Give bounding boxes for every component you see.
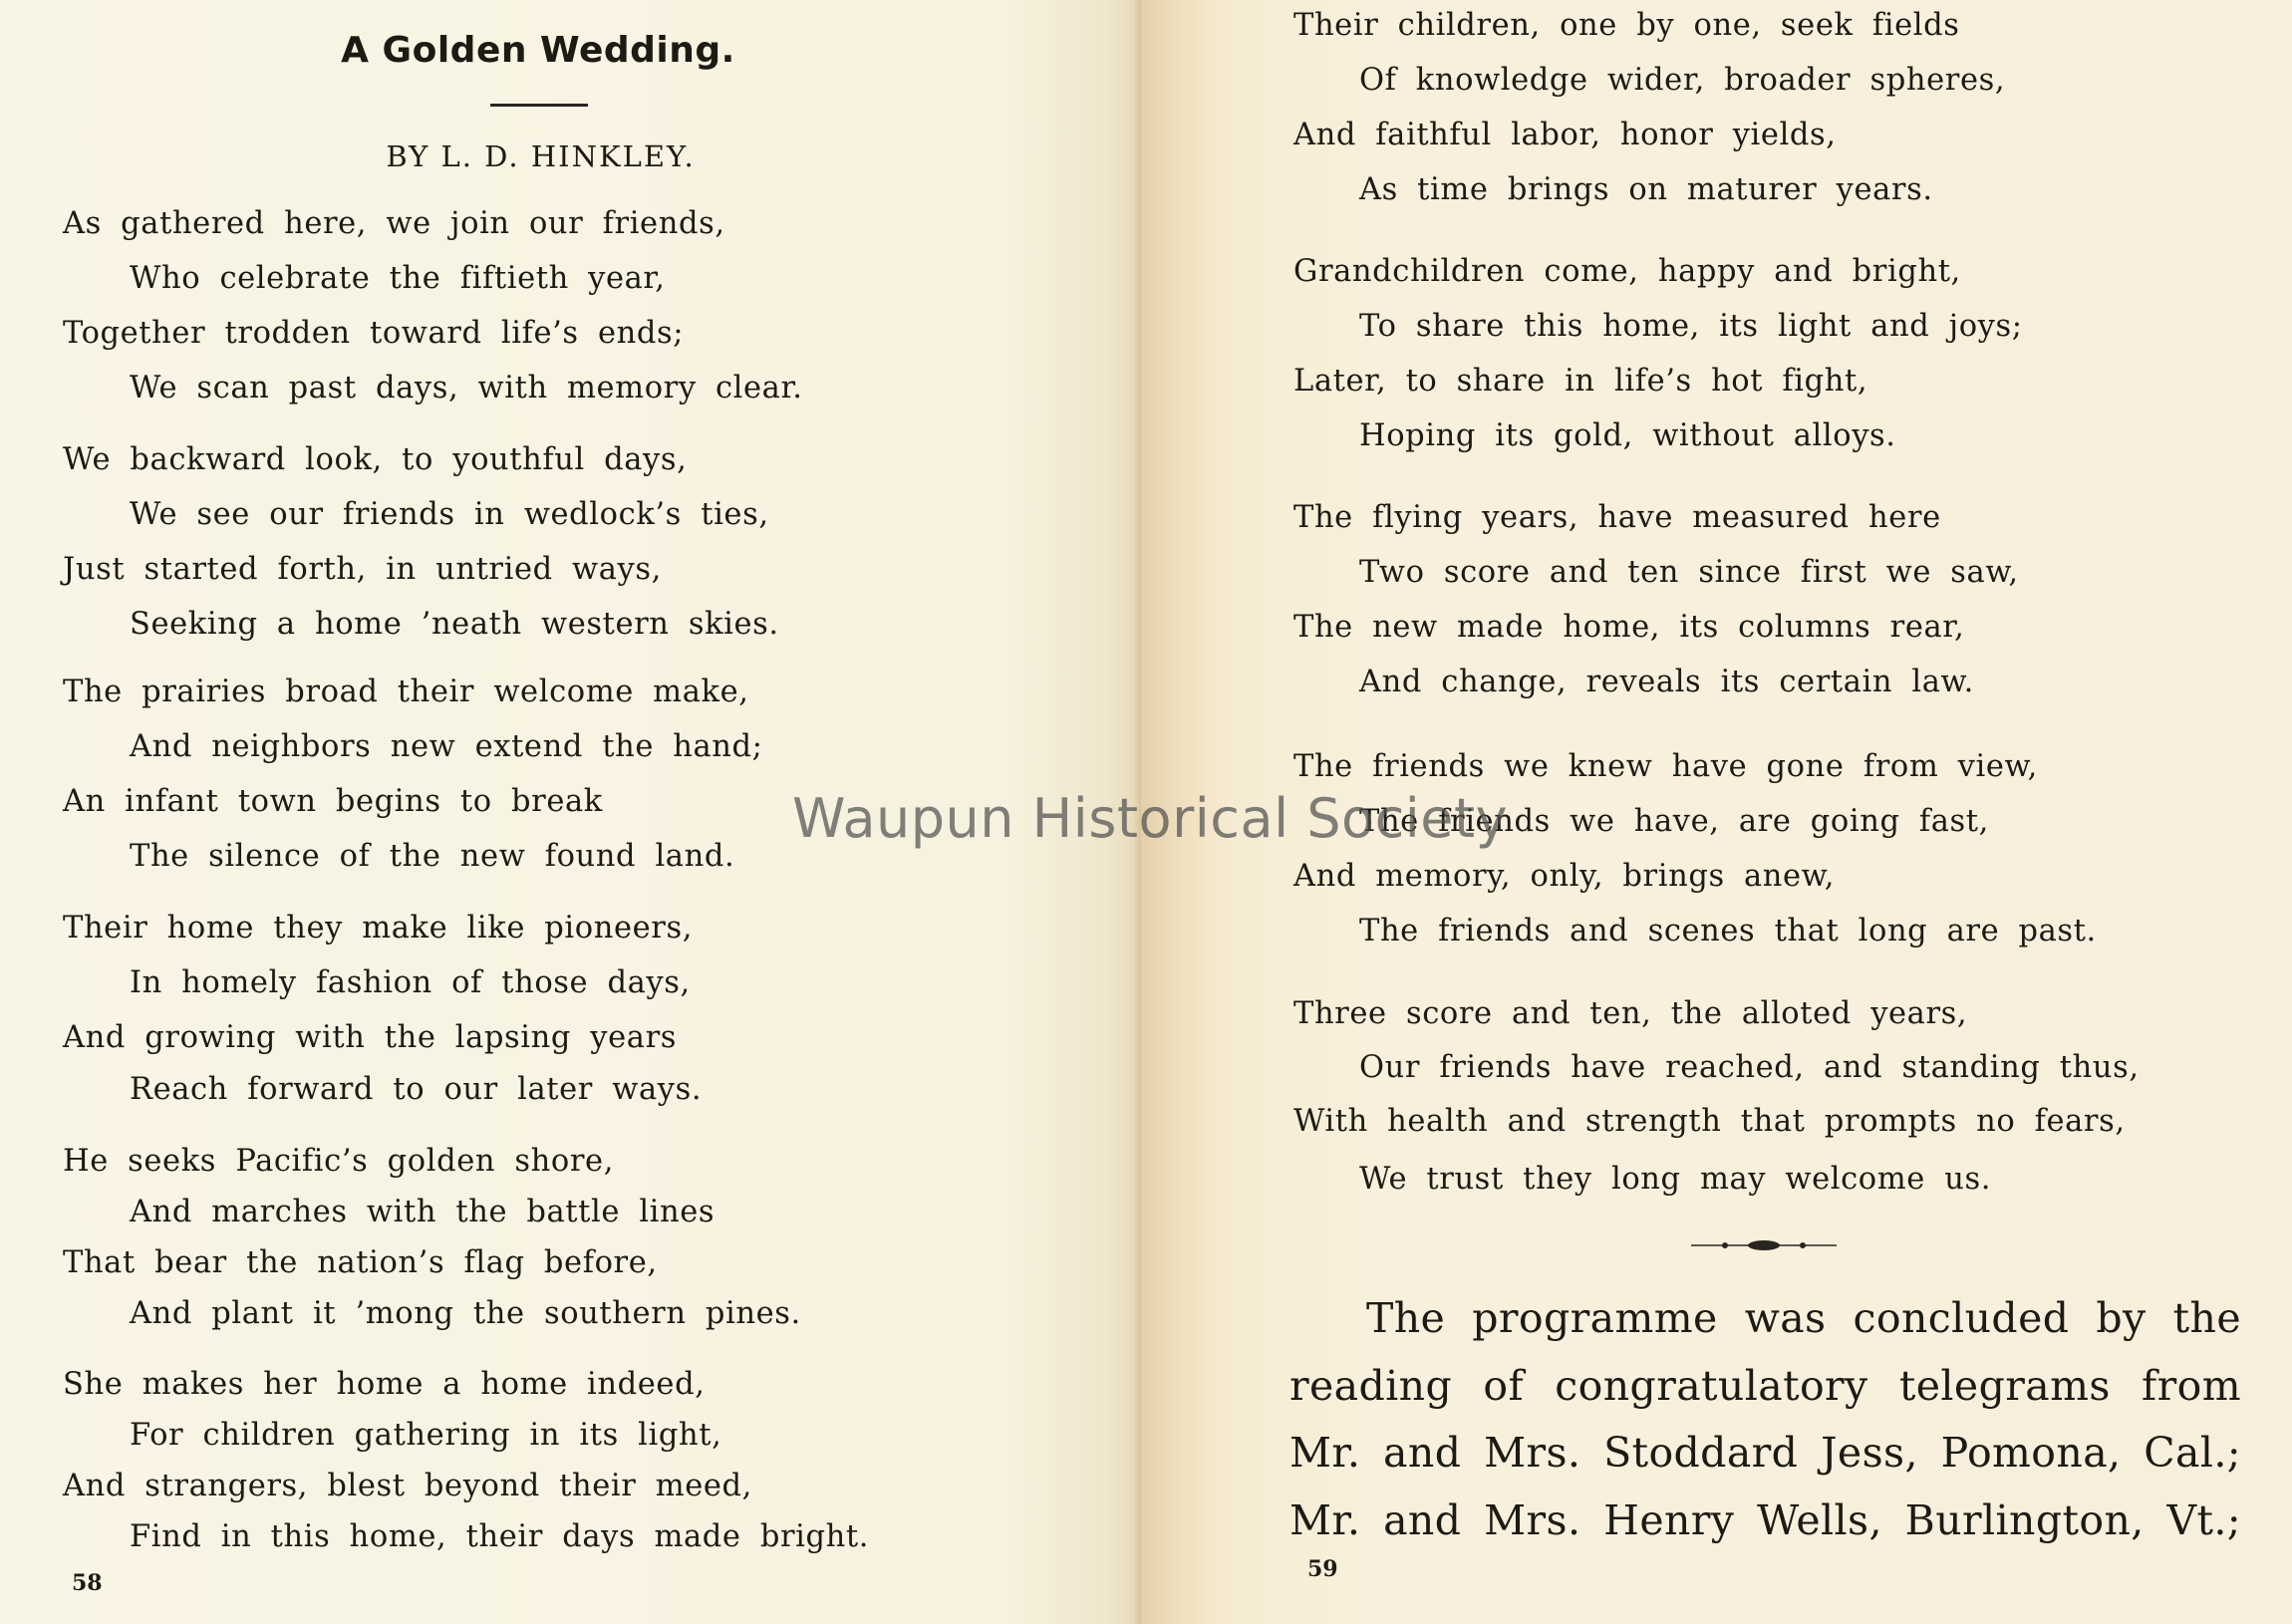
poem-line: With health and strength that prompts no fears, [1293,1104,2126,1139]
poem-line: The new made home, its columns rear, [1293,610,1965,645]
poem-line: Hoping its gold, without alloys. [1359,418,1896,453]
poem-line: The silence of the new found land. [130,839,735,874]
poem-line: Find in this home, their days made bright. [130,1519,870,1554]
poem-line: And growing with the lapsing years [63,1020,678,1055]
prose-line: Mr. and Mrs. Stoddard Jess, Pomona, Cal.; [1289,1429,2241,1477]
poem-line: She makes her home a home indeed, [63,1367,706,1402]
poem-line: Their children, one by one, seek fields [1293,8,1960,43]
page-number-right: 59 [1307,1556,1338,1582]
poem-line: Our friends have reached, and standing thus, [1359,1050,2140,1085]
poem-line: Their home they make like pioneers, [63,911,693,946]
poem-line: And marches with the battle lines [130,1195,716,1229]
poem-line: And strangers, blest beyond their meed, [63,1469,752,1503]
poem-line: The friends we knew have gone from view, [1293,749,2038,784]
poem-line: Reach forward to our later ways. [130,1072,703,1107]
poem-line: As time brings on maturer years. [1359,172,1933,207]
poem-line: And plant it ’mong the southern pines. [130,1296,801,1331]
poem-line: Together trodden toward life’s ends; [63,316,685,351]
poem-line: Later, to share in life’s hot fight, [1293,364,1868,399]
prose-line: Mr. and Mrs. Henry Wells, Burlington, Vt.; [1289,1495,2241,1544]
poem-line: He seeks Pacific’s golden shore, [63,1144,614,1179]
title-divider [490,104,588,107]
poem-line: To share this home, its light and joys; [1359,309,2023,344]
prose-line: The programme was concluded by the [1366,1294,2241,1342]
poem-title: A Golden Wedding. [341,30,735,71]
poem-line: And neighbors new extend the hand; [130,729,763,764]
poem-line: Seeking a home ’neath western skies. [130,607,779,642]
poem-line: Just started forth, in untried ways, [63,552,662,587]
poem-line: And change, reveals its certain law. [1359,665,1974,699]
poem-line: We see our friends in wedlock’s ties, [130,497,769,532]
poem-byline: BY L. D. HINKLEY. [386,139,696,173]
poem-line: The friends we have, are going fast, [1359,804,1989,839]
poem-line: In homely fashion of those days, [130,965,691,1000]
poem-line: Three score and ten, the alloted years, [1293,996,1968,1031]
poem-line: An infant town begins to break [63,784,603,819]
watermark: Waupun Historical Society [792,787,1509,850]
poem-line: As gathered here, we join our friends, [63,206,725,241]
poem-line: Two score and ten since first we saw, [1359,555,2019,590]
poem-line: We scan past days, with memory clear. [130,371,803,406]
ornament-divider [1689,1233,1839,1257]
poem-line: And memory, only, brings anew, [1293,859,1836,894]
poem-line: The prairies broad their welcome make, [63,675,749,709]
concluding-paragraph [1289,1285,2241,1554]
poem-line: We trust they long may welcome us. [1359,1162,1991,1197]
poem-line: The friends and scenes that long are past. [1359,914,2097,948]
prose-line: reading of congratulatory telegrams from [1289,1361,2241,1410]
poem-line: That bear the nation’s flag before, [63,1245,658,1280]
poem-line: Grandchildren come, happy and bright, [1293,254,1961,289]
poem-line: And faithful labor, honor yields, [1293,118,1837,152]
poem-line: Who celebrate the fiftieth year, [130,261,666,296]
poem-line: For children gathering in its light, [130,1418,722,1453]
poem-line: The flying years, have measured here [1293,500,1941,535]
poem-line: Of knowledge wider, broader spheres, [1359,63,2006,98]
page-number-left: 58 [72,1570,103,1596]
poem-line: We backward look, to youthful days, [63,442,688,477]
